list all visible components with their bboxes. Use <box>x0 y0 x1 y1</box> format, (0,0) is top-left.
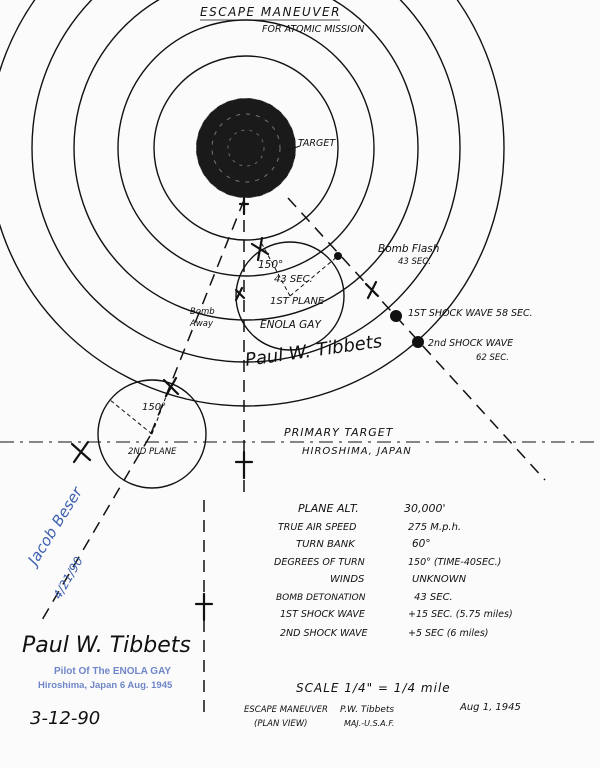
plane-icon <box>72 442 90 462</box>
table-label-turn-bank: TURN BANK <box>296 539 355 550</box>
table-value-turn-bank: 60° <box>412 538 431 550</box>
signature-lower: Paul W. Tibbets <box>22 633 191 658</box>
second-shock-wave-label: 2nd SHOCK WAVE <box>428 338 514 349</box>
table-value-degrees: 150° (TIME-40SEC.) <box>408 557 502 568</box>
blue-signature: Jacob Beser <box>24 483 87 569</box>
title: ESCAPE MANEUVER <box>200 5 341 19</box>
table-label-second-shock: 2ND SHOCK WAVE <box>280 628 368 639</box>
caption-line-1: ESCAPE MANEUVER <box>244 705 328 715</box>
table-label-altitude: PLANE ALT. <box>298 502 359 515</box>
table-value-airspeed: 275 M.p.h. <box>408 522 462 533</box>
table-label-winds: WINDS <box>330 574 365 585</box>
plane-icon <box>252 238 268 260</box>
target-label: TARGET <box>298 138 336 149</box>
first-turn-time: 43 SEC. <box>274 274 313 285</box>
table-label-detonation: BOMB DETONATION <box>276 593 366 603</box>
footer-date: Aug 1, 1945 <box>460 702 521 713</box>
second-shock-wave-time: 62 SEC. <box>476 353 509 363</box>
second-turn-angle: 150° <box>142 402 167 413</box>
primary-target-place: HIROSHIMA, JAPAN <box>302 446 412 457</box>
second-plane-label: 2ND PLANE <box>128 447 177 457</box>
primary-target-label: PRIMARY TARGET <box>284 426 394 439</box>
bomb-flash-point <box>334 252 342 260</box>
table-value-second-shock: +5 SEC (6 miles) <box>408 628 489 639</box>
second-shock-point <box>412 336 424 348</box>
caption-line-2: (PLAN VIEW) <box>254 719 308 729</box>
stamp-line-2: Hiroshima, Japan 6 Aug. 1945 <box>38 680 173 691</box>
first-turn-angle: 150° <box>258 259 284 271</box>
blue-signature-date: 4/21/90 <box>50 554 86 602</box>
table-value-winds: UNKNOWN <box>412 574 467 585</box>
first-plane-label: 1ST PLANE <box>270 296 325 307</box>
enola-gay-label: ENOLA GAY <box>260 319 321 331</box>
target-blob <box>196 98 296 198</box>
table-label-airspeed: TRUE AIR SPEED <box>278 522 357 533</box>
plane-icon <box>196 594 212 620</box>
bomb-away-label: Bomb <box>190 307 215 317</box>
table-value-first-shock: +15 SEC. (5.75 miles) <box>408 609 513 620</box>
footer-signer-rank: MAJ.-U.S.A.F. <box>344 719 395 728</box>
bomb-away-label-2: Away <box>190 319 214 329</box>
bomb-flash-label: Bomb Flash <box>378 243 440 255</box>
stamp-line-1: Pilot Of The ENOLA GAY <box>54 666 172 677</box>
flight-data-table <box>274 502 513 639</box>
table-label-first-shock: 1ST SHOCK WAVE <box>280 609 365 620</box>
plane-icon <box>366 282 378 298</box>
plane-icon <box>236 288 244 300</box>
subtitle: FOR ATOMIC MISSION <box>262 24 365 35</box>
scale-text: SCALE 1/4" = 1/4 mile <box>296 681 451 695</box>
footer-signer: P.W. Tibbets <box>340 705 395 715</box>
first-shock-wave-label: 1ST SHOCK WAVE 58 SEC. <box>408 308 533 319</box>
plane-icon <box>236 452 252 478</box>
table-label-degrees: DEGREES OF TURN <box>274 557 365 568</box>
table-value-altitude: 30,000' <box>404 502 446 515</box>
table-value-detonation: 43 SEC. <box>414 592 453 603</box>
date-lower: 3-12-90 <box>30 708 101 729</box>
first-shock-point <box>390 310 402 322</box>
signature-center: Paul W. Tibbets <box>243 330 384 371</box>
bomb-flash-time: 43 SEC. <box>398 257 431 267</box>
